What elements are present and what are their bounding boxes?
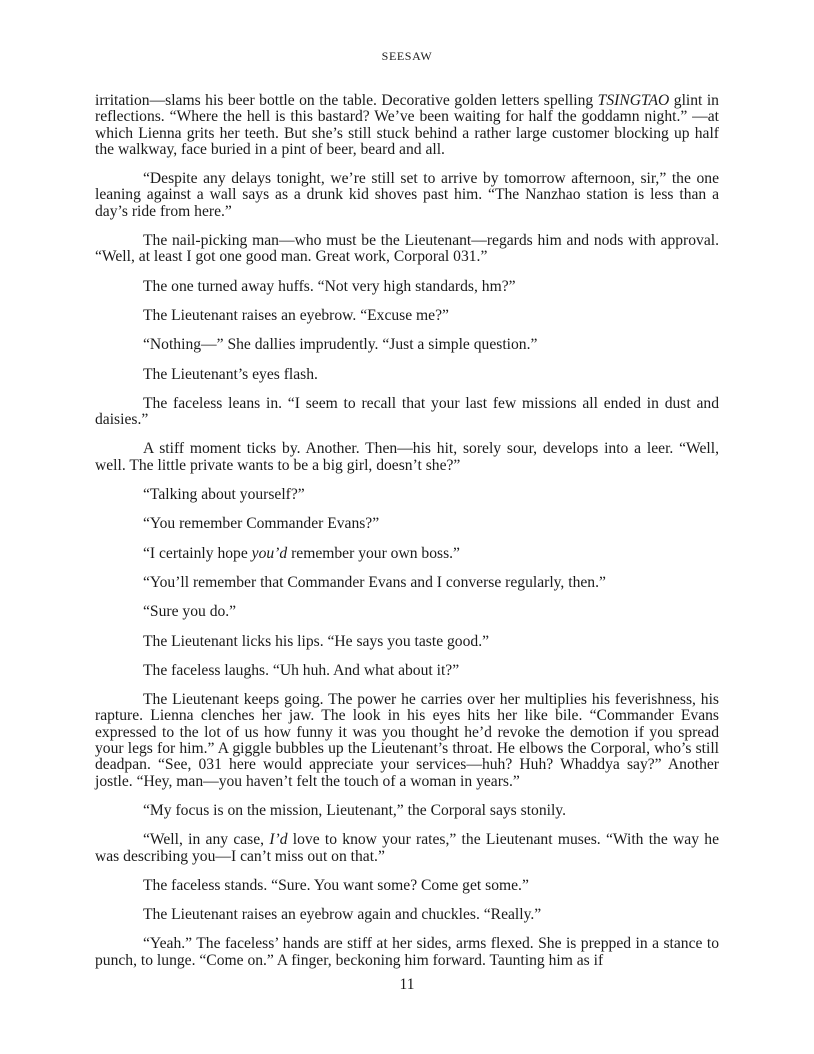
paragraph: The Lieutenant licks his lips. “He says you taste good.”	[143, 632, 490, 650]
paragraph: A stiff moment ticks by. Another. Then—his hit, sorely sour, develops into a leer. “Well, well. The little private wants to be a big girl, doesn’t she?”	[95, 440, 719, 474]
paragraph: “I certainly hope you’d remember your own boss.”	[143, 544, 460, 562]
paragraph: “You’ll remember that Commander Evans and I converse regularly, then.”	[143, 573, 606, 591]
paragraph: “My focus is on the mission, Lieutenant,” the Corporal says stonily.	[143, 801, 566, 819]
body-text	[95, 93, 719, 969]
paragraph: “Yeah.” The faceless’ hands are stiff at her sides, arms flexed. She is prepped in a stance to punch, to lunge. “Come on.” A finger, beckoning him forward. Taunting him as if	[95, 935, 719, 969]
emphasis: I’d	[269, 831, 288, 849]
page-number: 11	[399, 976, 415, 993]
paragraph: The faceless stands. “Sure. You want some? Come get some.”	[143, 876, 529, 894]
paragraph: The nail-picking man—who must be the Lieutenant—regards him and nods with approval. “Well, at least I got one good man. Great work, Corporal 031.”	[95, 232, 719, 266]
emphasis: you’d	[251, 544, 288, 562]
paragraph: The one turned away huffs. “Not very high standards, hm?”	[143, 277, 516, 295]
paragraph: “Sure you do.”	[143, 603, 237, 621]
paragraph: “Talking about yourself?”	[143, 486, 305, 504]
paragraph: irritation—slams his beer bottle on the table. Decorative golden letters spelling TSINGTAO glint in reflections. “Where the hell is this bastard? We’ve been waiting for half the goddamn night.” —at which Lienna grits her teeth. But she’s still stuck behind a rather large customer blocking up half the walkway, face buried in a pint of beer, beard and all.	[95, 92, 719, 158]
paragraph: The faceless laughs. “Uh huh. And what about it?”	[143, 661, 460, 679]
paragraph: “You remember Commander Evans?”	[143, 515, 380, 533]
paragraph: The Lieutenant’s eyes flash.	[143, 365, 318, 383]
running-header: SEESAW	[381, 49, 433, 63]
paragraph: “Well, in any case, I’d love to know your rates,” the Lieutenant muses. “With the way he was describing you—I can’t miss out on that.”	[95, 831, 719, 865]
paragraph: “Despite any delays tonight, we’re still set to arrive by tomorrow afternoon, sir,” the one leaning against a wall says as a drunk kid shoves past him. “The Nanzhao station is less than a day’s ride from here.”	[95, 170, 719, 220]
paragraph: The Lieutenant keeps going. The power he carries over her multiplies his feverishness, his rapture. Lienna clenches her jaw. The look in his eyes hits her like bile. “Commander Evans expressed to the lot of us how funny it was you thought he’d revoke the demotion if you spread your legs for him.” A giggle bubbles up the Lieutenant’s throat. He elbows the Corporal, who’s still deadpan. “See, 031 here would appreciate your services—huh? Huh? Whaddya say?” Another jostle. “Hey, man—you haven’t felt the touch of a woman in years.”	[95, 691, 719, 790]
paragraph: “Nothing—” She dallies imprudently. “Just a simple question.”	[143, 336, 538, 354]
paragraph: The faceless leans in. “I seem to recall that your last few missions all ended in dust and daisies.”	[95, 394, 719, 429]
paragraph: The Lieutenant raises an eyebrow. “Excuse me?”	[143, 306, 449, 324]
paragraph: The Lieutenant raises an eyebrow again and chuckles. “Really.”	[143, 906, 542, 924]
emphasis: TSINGTAO	[597, 92, 670, 109]
